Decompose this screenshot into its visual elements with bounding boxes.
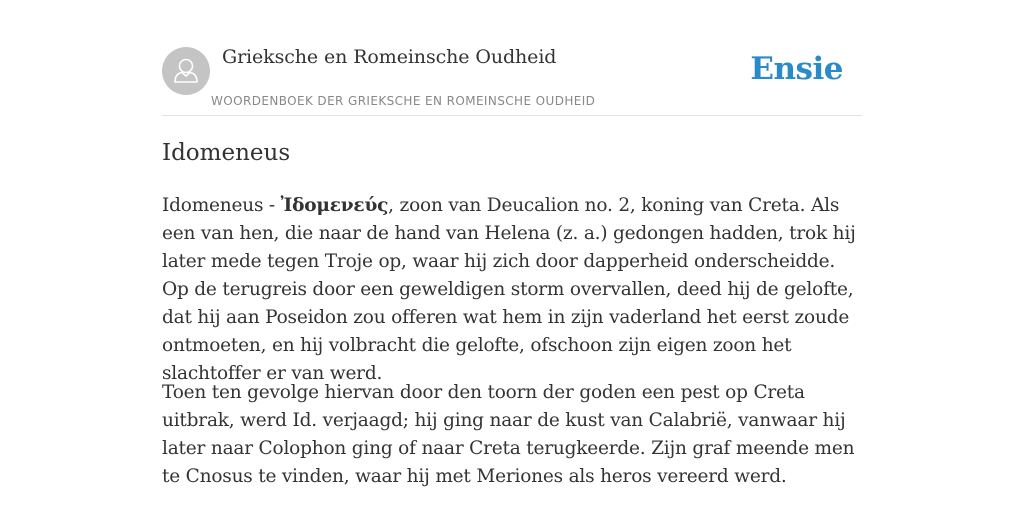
entry-lead: Idomeneus - — [162, 195, 281, 216]
avatar[interactable] — [162, 47, 210, 95]
entry-paragraph-1 — [162, 192, 862, 388]
entry-paragraph-1-text: , zoon van Deucalion no. 2, koning van Creta. Als een van hen, die naar de hand van Helena (z. a.) gedongen hadden, trok hij later mede tegen Troje op, waar hij zich door dapperheid onderscheidde. Op de terugreis door een geweldigen storm overvallen, deed hij de gelofte, dat hij aan Poseidon zou offeren wat hem in zijn vaderland het eerst zoude ontmoeten, en hij volbracht die gelofte, ofschoon zijn eigen zoon het slachtoffer er van werd. — [162, 195, 856, 384]
entry-paragraph-2: Toen ten gevolge hiervan door den toorn der goden een pest op Creta uitbrak, werd Id. verjaagd; hij ging naar de kust van Calabrië, vanwaar hij later naar Colophon ging of naar Creta terugkeerde. Zijn graf meende men te Cnosus te vinden, waar hij met Meriones als heros vereerd werd. — [162, 382, 855, 487]
header-divider — [162, 115, 862, 116]
entry-title: Idomeneus — [162, 140, 291, 166]
ensie-logo[interactable]: Ensie — [750, 51, 843, 87]
user-placeholder-icon — [162, 47, 210, 95]
site-subtitle: WOORDENBOEK DER GRIEKSCHE EN ROMEINSCHE OUDHEID — [211, 94, 596, 108]
site-title[interactable]: Grieksche en Romeinsche Oudheid — [222, 46, 557, 68]
greek-term: Ἰδομενεύς — [280, 195, 389, 216]
